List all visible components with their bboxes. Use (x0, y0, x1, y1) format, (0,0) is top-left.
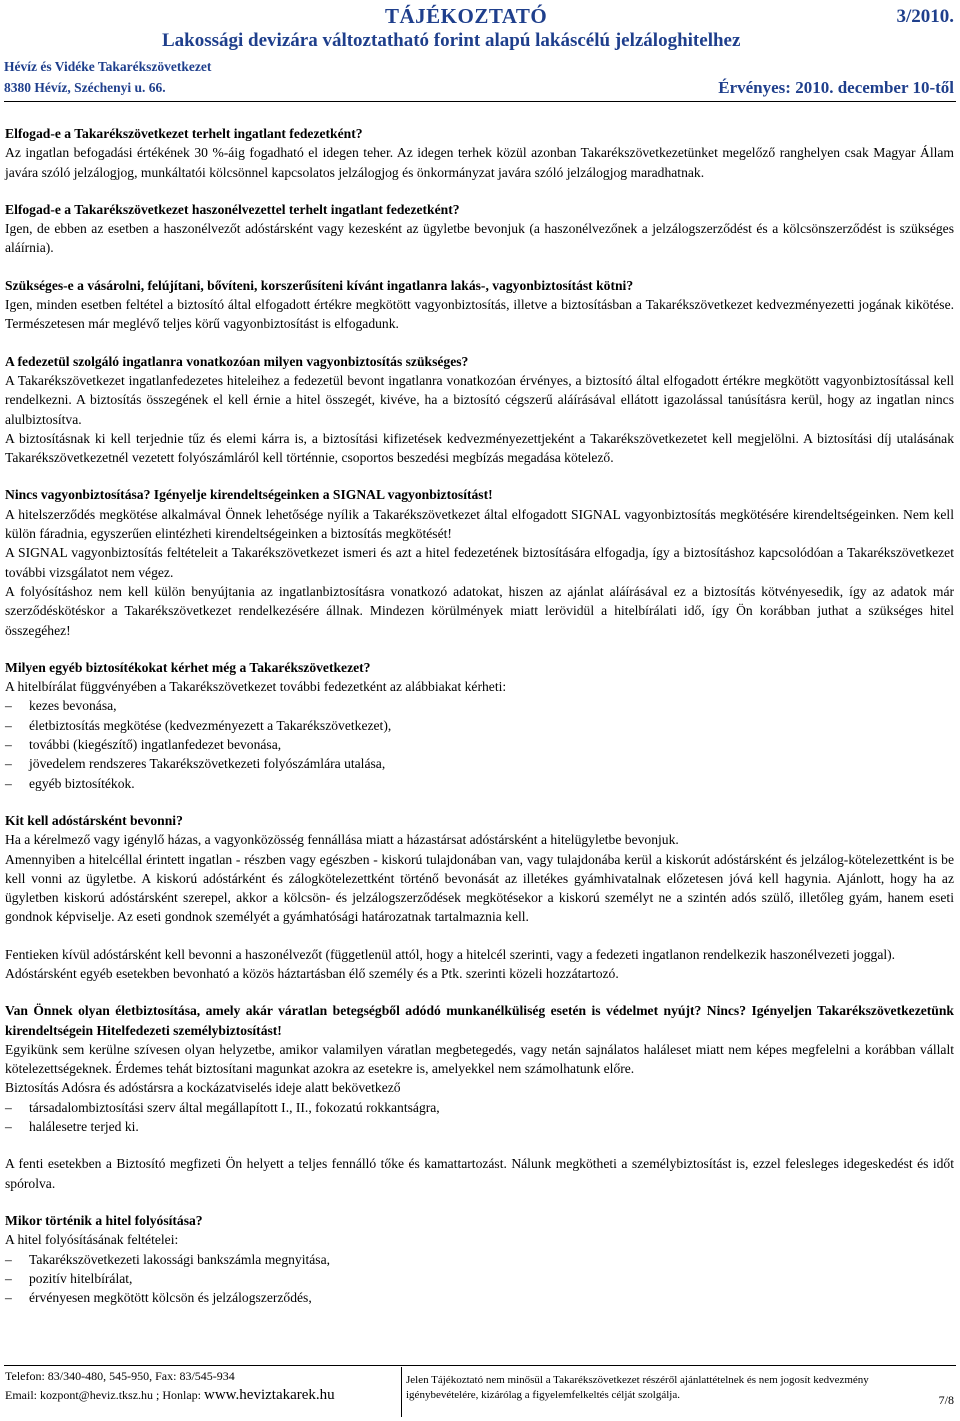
paragraph: Fentieken kívül adóstársként kell bevonni a haszonélvezőt (függetlenül attól, hogy a hitelcél szerinti, vagy a fedezeti ingatlanon rendelkezik haszonélvezeti joggal). (5, 946, 896, 962)
website-link[interactable]: www.heviztakarek.hu (204, 1387, 335, 1403)
email-text: Email: kozpont@heviz.tksz.hu ; Honlap: (5, 1388, 205, 1402)
paragraph: Igen, de ebben az esetben a haszonélvezőt adóstársként vagy kezesként az ügyletbe bevonjuk (a haszonélvezőnek a jelzálogszerződést és a kölcsönszerződést is szükséges aláírnia). (5, 221, 954, 256)
list-item: – jövedelem rendszeres Takarékszövetkezeti folyószámlára utalása, (5, 754, 954, 773)
document-subtitle: Lakossági devizára változtatható forint alapú lakáscélú jelzáloghitelhez (162, 30, 741, 51)
paragraph: A SIGNAL vagyonbiztosítás feltételeit a Takarékszövetkezet ismeri és azt a hitel fedezetének biztosítására elfogadja, így a biztosításhoz kapcsolódóan a Takarékszövetkezet további vizsgálatot nem végez. (5, 545, 954, 580)
paragraph: A Takarékszövetkezet ingatlanfedezetes hiteleihez a fedezetül bevont ingatlanra vonatkozóan érvényes, a biztosító által elfogadott értékre megkötött vagyonbiztosítással kell rendelkezni. A biztosítás összegének el kell érnie a hitel összegét, kivéve, ha a biztosító cégszerű aláírásával ellátott igazolással tanúsításra kerül, hogy az ingatlan nincs alulbiztosítva. (5, 372, 954, 427)
disclaimer-text: Jelen Tájékoztató nem minősül a Takarékszövetkezet részéről ajánlattételnek és nem jogosít kedvezmény igénybevételére, kizárólag a figyelemfelkeltés célját szolgálja. (406, 1374, 869, 1401)
footer-divider (4, 1365, 956, 1366)
disbursement-list (5, 1250, 954, 1308)
insurance-list (5, 1098, 954, 1137)
list-item: – halálesetre terjed ki. (5, 1117, 954, 1136)
list-item: – életbiztosítás megkötése (kedvezményezett a Takarékszövetkezet), (5, 716, 954, 735)
paragraph: A hitel folyósításának feltételei: (5, 1232, 179, 1248)
list-item: – pozitív hitelbírálat, (5, 1269, 954, 1288)
section-heading: Szükséges-e a vásárolni, felújítani, bővíteni, korszerűsíteni kívánt ingatlanra lakás-, vagyonbiztosítást kötni? (5, 277, 634, 293)
section-heading: Nincs vagyonbiztosítása? Igényelje kirendeltségeinken a SIGNAL vagyonbiztosítást! (5, 487, 493, 503)
list-item: – társadalombiztosítási szerv által megállapított I., II., fokozatú rokkantságra, (5, 1098, 954, 1117)
section-heading: A fedezetül szolgáló ingatlanra vonatkozóan milyen vagyonbiztosítás szükséges? (5, 353, 469, 369)
section-heading: Kit kell adóstársként bevonni? (5, 812, 183, 828)
section-heading: Van Önnek olyan életbiztosítása, amely akár váratlan betegségből adódó munkanélküliség esetén is védelmet nyújt? Nincs? Igényeljen Takarékszövetkezetünk kirendeltségein Hitelfedezeti személybiztosítást! (5, 1003, 954, 1038)
section-heading: Mikor történik a hitel folyósítása? (5, 1212, 203, 1228)
section-heading: Milyen egyéb biztosítékokat kérhet még a Takarékszövetkezet? (5, 659, 371, 675)
list-item: – kezes bevonása, (5, 696, 954, 715)
list-item: – egyéb biztosítékok. (5, 774, 954, 793)
paragraph: Adóstársként egyéb esetekben bevonható a közös háztartásban élő személy és a Ptk. szerinti közeli hozzátartozó. (5, 965, 619, 981)
list-item: – érvényesen megkötött kölcsön és jelzálogszerződés, (5, 1288, 954, 1307)
list-item: – Takarékszövetkezeti lakossági bankszámla megnyitása, (5, 1250, 954, 1269)
document-number: 3/2010. (896, 6, 954, 27)
paragraph: Biztosítás Adósra és adóstársra a kockázatviselés ideje alatt bekövetkező (5, 1080, 401, 1096)
validity-date: Érvényes: 2010. december 10-től (718, 78, 954, 97)
paragraph: Amennyiben a hitelcéllal érintett ingatlan - részben vagy egészben - kiskorú tulajdonában van, vagy tulajdonába kerül a kiskorút adóstársként és jelzálog-kötelezettként is be kell vonni az ügyletbe. A kiskorú adóstárként és zálogkötelezettként történő bevonását az illetékes gyámhivatalnak előzetesen jóvá kell hagynia. Ajánlott, hogy ha az ügyletben kiskorú adóstársként szerepel, akkor a kölcsön- és jelzálogszerződések megkötésekor a kiskorú személyt ne a szintén adós szülő, illetőleg gyám, hanem eseti gondnok képviselje. Az eseti gondnok személyét a gyámhatósági határozatnak tartalmaznia kell. (5, 851, 954, 925)
contact-phone: Telefon: 83/340-480, 545-950, Fax: 83/545-934 (5, 1369, 235, 1383)
document-body (5, 124, 954, 1307)
paragraph: A fenti esetekben a Biztosító megfizeti Ön helyett a teljes fennálló tőke és kamattartozást. Nálunk megkötheti a személybiztosítást is, ezzel felesleges idegeskedést és időt spórolva. (5, 1156, 954, 1191)
organization-address: 8380 Hévíz, Széchenyi u. 66. (4, 80, 166, 95)
contact-email (5, 1387, 335, 1404)
paragraph: A biztosításnak ki kell terjednie tűz és elemi kárra is, a biztosítási kifizetések kedvezményezettjeként a Takarékszövetkezetet kell megjelölni. A biztosítási díj utalásának Takarékszövetkezetnél vezetett folyószámláról kell történnie, csoportos beszedési megbízás megadása kötelező. (5, 430, 954, 466)
paragraph: Egyikünk sem kerülne szívesen olyan helyzetbe, amikor valamilyen váratlan megbetegedés, vagy netán sajnálatos haláleset miatt nem képes megfelelni a korábban vállalt kötelezettségeknek. Érdemes tehát biztosítani magunkat azokra az esetekre is, amelyekkel nem számolhatunk előre. (5, 1041, 954, 1077)
paragraph: A hitelbírálat függvényében a Takarékszövetkezet további fedezetként az alábbiakat kérheti: (5, 679, 507, 695)
footer-separator (401, 1367, 402, 1417)
paragraph: A hitelszerződés megkötése alkalmával Önnek lehetősége nyílik a Takarékszövetkezet által elfogadott SIGNAL vagyonbiztosítás megkötésére kirendeltségeinken. Nem kell külön fáradnia, egyszerűen elintézheti kirendeltségeinken a biztosítás megkötését! (5, 506, 954, 542)
header-divider (4, 101, 956, 102)
section-heading: Elfogad-e a Takarékszövetkezet haszonélvezettel terhelt ingatlant fedezetként? (5, 201, 460, 217)
paragraph: Az ingatlan befogadási értékének 30 %-áig fogadható el idegen teher. Az idegen terhek közül azonban Takarékszövetkezetünket megelőző ranghelyen csak Magyar Állam javára szóló jelzálogjog, munkáltatói kölcsönnel kapcsolatos jelzálogjog és önkormányzat javára szóló jelzálogjog maradhatnak. (5, 145, 954, 180)
page-number: 7/8 (938, 1393, 954, 1407)
section-heading: Elfogad-e a Takarékszövetkezet terhelt ingatlant fedezetként? (5, 126, 363, 141)
organization-name: Hévíz és Vidéke Takarékszövetkezet (4, 59, 212, 74)
list-item: – további (kiegészítő) ingatlanfedezet bevonása, (5, 735, 954, 754)
document-title: TÁJÉKOZTATÓ (385, 4, 548, 28)
paragraph: Igen, minden esetben feltétel a biztosító által elfogadott értékre megkötött vagyonbiztosítás, illetve a biztosításban a Takarékszövetkezet kedvezményezetti jogának kikötése. Természetesen már meglévő teljes körű vagyonbiztosítást is elfogadunk. (5, 297, 954, 332)
collateral-list (5, 696, 954, 792)
paragraph: Ha a kérelmező vagy igénylő házas, a vagyonközösség fennállása miatt a házastársat adóstársként a hitelügyletbe bevonjuk. (5, 832, 679, 848)
paragraph: A folyósításhoz nem kell külön benyújtania az ingatlanbiztosításra vonatkozó adatokat, hiszen az ajánlat aláírásával ez a biztosítás kötvényesedik, így az adatok már szerződéskötéskor a Takarékszövetkezet rendelkezésére állnak. Mindezen körülmények miatt lerövidül a hitelbírálati idő, így Ön korábban juthat a szükséges hitel összegéhez! (5, 583, 954, 638)
